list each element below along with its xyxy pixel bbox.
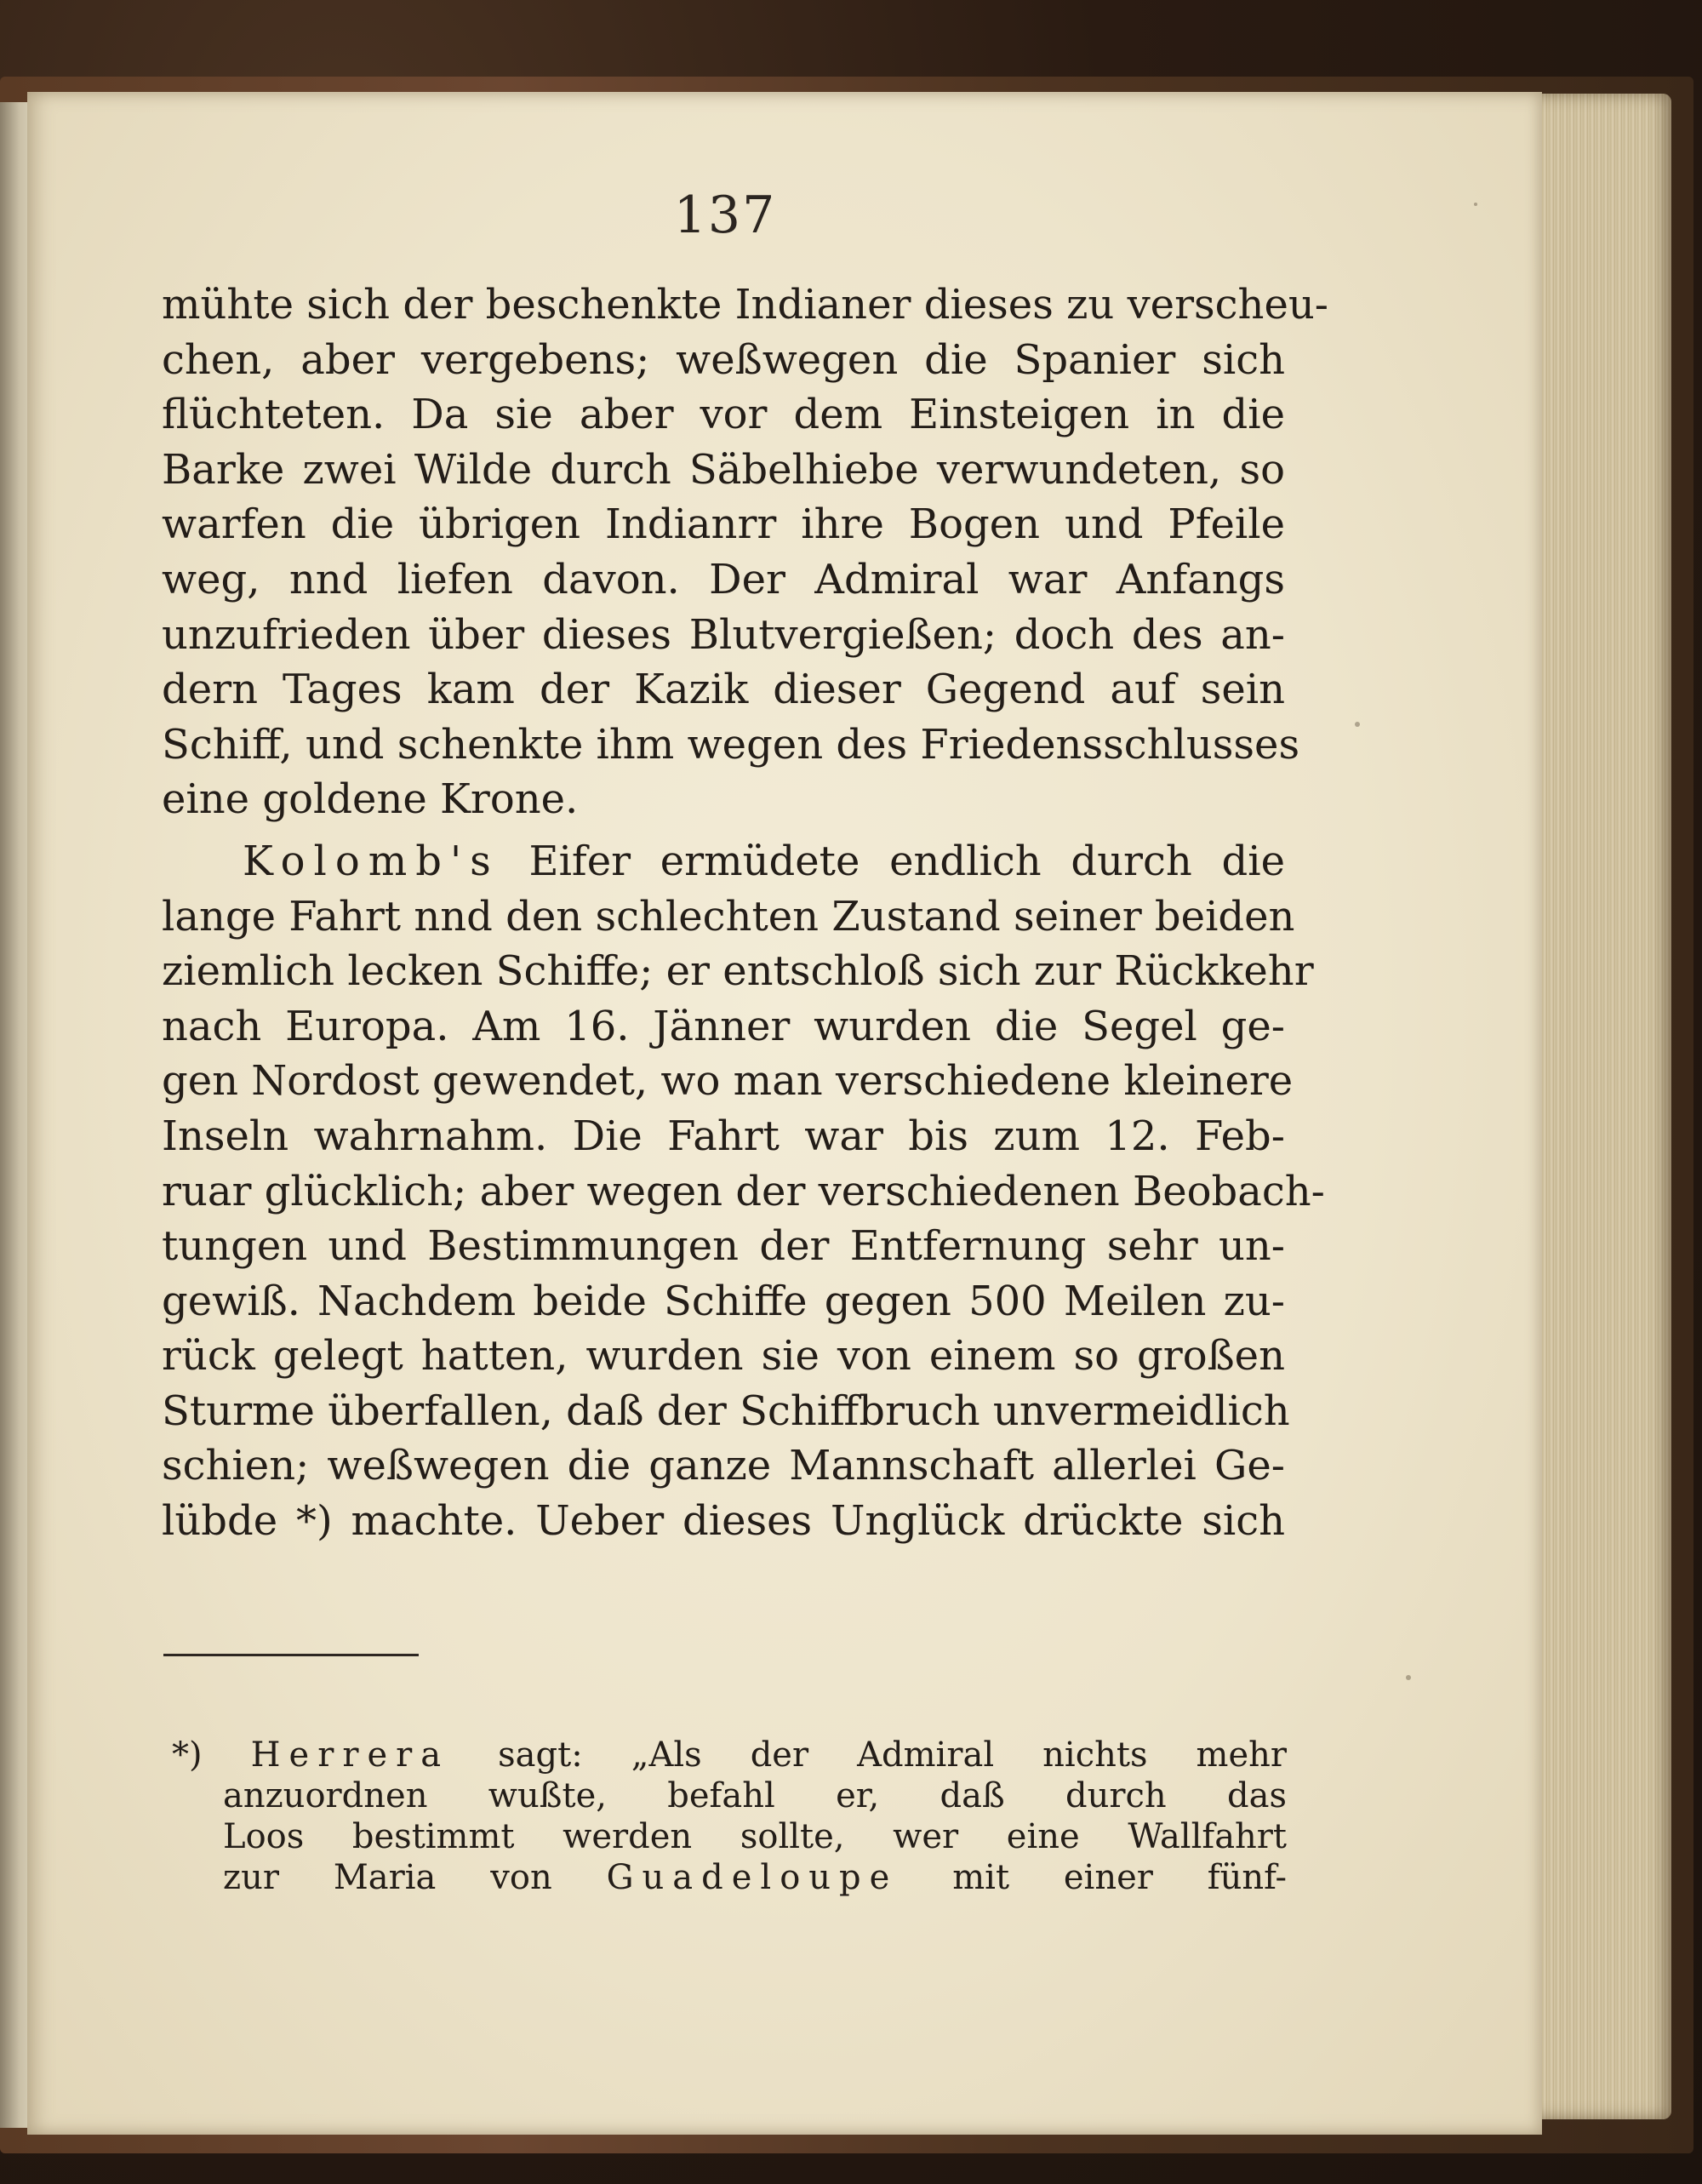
- body-line: rück gelegt hatten, wurden sie von einem so großen: [162, 1332, 1285, 1381]
- body-line: chen, aber vergebens; weßwegen die Spanier sich: [162, 335, 1285, 384]
- body-line: Barke zwei Wilde durch Säbelhiebe verwundeten, so: [162, 445, 1285, 494]
- footnote-line-rest: sagt: „Als der Admiral nichts mehr: [498, 1735, 1287, 1775]
- book-page: [27, 92, 1542, 2135]
- body-line: Inseln wahrnahm. Die Fahrt war bis zum 12. Feb-: [162, 1112, 1285, 1160]
- body-line: gen Nordost gewendet, wo man verschiedene kleinere: [162, 1057, 1294, 1106]
- paragraph-first-line: [162, 834, 1285, 889]
- body-line: schien; weßwegen die ganze Mannschaft allerlei Ge-: [162, 1442, 1285, 1490]
- spaced-name: Herrera: [250, 1735, 450, 1775]
- body-line: weg, nnd liefen davon. Der Admiral war Anfangs: [162, 555, 1285, 603]
- body-line: nach Europa. Am 16. Jänner wurden die Segel ge-: [162, 1002, 1285, 1050]
- paper-speck: [1474, 203, 1477, 206]
- footnote-line-end: mit einer fünf-: [952, 1858, 1287, 1897]
- body-line: eine goldene Krone.: [162, 775, 579, 824]
- body-line: mühte sich der beschenkte Indianer dieses zu verscheu-: [162, 281, 1328, 329]
- paper-speck: [1406, 1675, 1411, 1680]
- footnote-line: anzuordnen wußte, befahl er, daß durch das: [223, 1776, 1287, 1815]
- page-stack-fore-edge: [1523, 94, 1671, 2119]
- footnote-line-start: zur Maria von: [223, 1858, 552, 1897]
- page-number: 137: [673, 186, 777, 245]
- footnote-line: Loos bestimmt werden sollte, wer eine Wallfahrt: [223, 1817, 1287, 1856]
- body-line: unzufrieden über dieses Blutvergießen; doch des an-: [162, 610, 1285, 659]
- footnote-marker: *): [172, 1735, 203, 1775]
- footnote-rule: [163, 1654, 419, 1656]
- body-line: gewiß. Nachdem beide Schiffe gegen 500 Meilen zu-: [162, 1277, 1285, 1325]
- spaced-name: Guadeloupe: [606, 1858, 899, 1897]
- body-line: dern Tages kam der Kazik dieser Gegend auf sein: [162, 666, 1285, 714]
- paper-speck: [1355, 722, 1360, 727]
- footnote: [172, 1735, 1287, 1898]
- body-line: warfen die übrigen Indianrr ihre Bogen und Pfeile: [162, 500, 1285, 549]
- footnote-first-line: [172, 1735, 1287, 1775]
- body-line: flüchteten. Da sie aber vor dem Einsteigen in die: [162, 391, 1285, 439]
- spaced-name: Kolomb's: [243, 837, 500, 885]
- body-line: ruar glücklich; aber wegen der verschiedenen Beobach-: [162, 1167, 1325, 1215]
- body-line: lübde *) machte. Ueber dieses Unglück drückte sich: [162, 1497, 1285, 1546]
- body-text: [162, 277, 1328, 1549]
- body-line: ziemlich lecken Schiffe; er entschloß sich zur Rückkehr: [162, 947, 1314, 996]
- body-line: Schiff, und schenkte ihm wegen des Friedensschlusses: [162, 720, 1300, 769]
- body-line-rest: Eifer ermüdete endlich durch die: [528, 837, 1285, 885]
- body-line: Sturme überfallen, daß der Schiffbruch unvermeidlich: [162, 1386, 1290, 1435]
- body-line: lange Fahrt nnd den schlechten Zustand seiner beiden: [162, 892, 1295, 940]
- body-line: tungen und Bestimmungen der Entfernung sehr un-: [162, 1222, 1285, 1271]
- footnote-last-line: [223, 1857, 1287, 1898]
